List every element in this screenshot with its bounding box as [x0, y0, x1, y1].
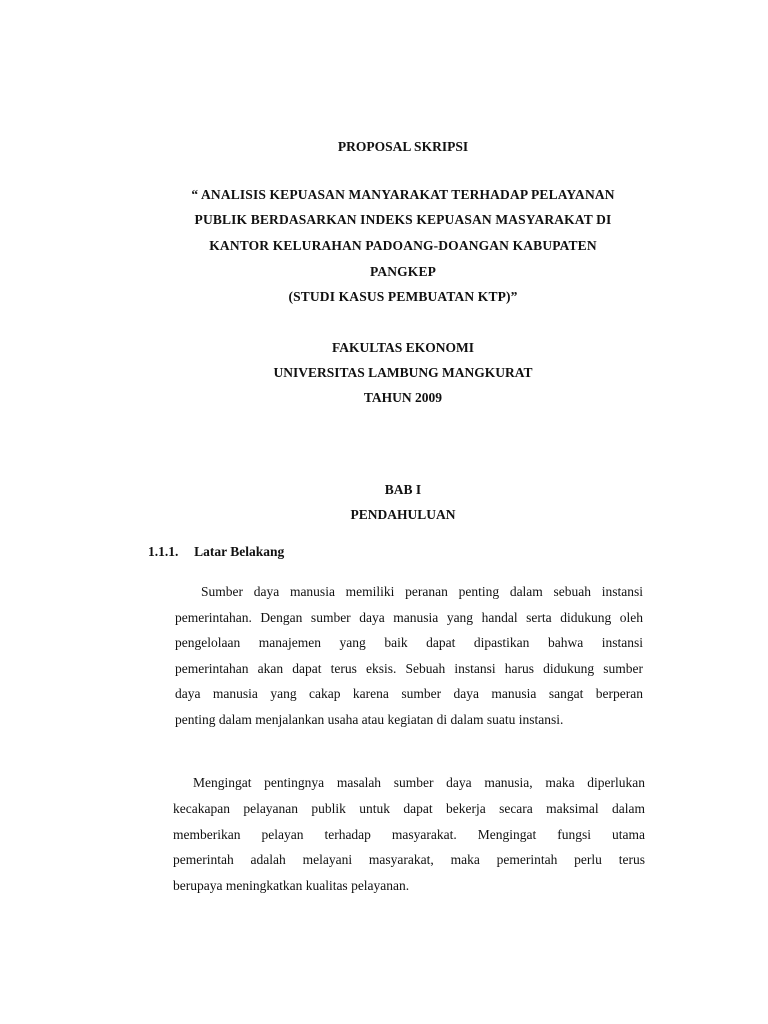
title-line-5: (STUDI KASUS PEMBUATAN KTP)”	[288, 289, 518, 304]
proposal-heading: PROPOSAL SKRIPSI	[337, 139, 469, 154]
paragraph-2-line: memberikan pelayan terhadap masyarakat. Mengingat fungsi utama	[173, 827, 645, 842]
paragraph-2-line: kecakapan pelayanan publik untuk dapat bekerja secara maksimal dalam	[173, 801, 645, 816]
paragraph-1-line: pengelolaan manajemen yang baik dapat dipastikan bahwa instansi	[175, 635, 643, 650]
title-line-4: PANGKEP	[369, 264, 437, 279]
section-number: 1.1.1.	[148, 544, 179, 559]
year-line: TAHUN 2009	[363, 390, 443, 405]
paragraph-1-line: daya manusia yang cakap karena sumber daya manusia sangat berperan	[175, 686, 643, 701]
paragraph-1-line: pemerintahan. Dengan sumber daya manusia yang handal serta didukung oleh	[175, 610, 643, 625]
faculty-line: FAKULTAS EKONOMI	[332, 340, 474, 355]
title-line-2: PUBLIK BERDASARKAN INDEKS KEPUASAN MASYARAKAT DI	[194, 212, 612, 227]
paragraph-2-line: Mengingat pentingnya masalah sumber daya manusia, maka diperlukan	[193, 775, 645, 790]
section-heading	[148, 544, 284, 560]
section-title: Latar Belakang	[194, 544, 285, 559]
paragraph-1-line: Sumber daya manusia memiliki peranan penting dalam sebuah instansi	[201, 584, 643, 599]
paragraph-2-line: pemerintah adalah melayani masyarakat, maka pemerintah perlu terus	[173, 852, 645, 867]
title-line-3: KANTOR KELURAHAN PADOANG-DOANGAN KABUPATEN	[209, 238, 597, 253]
paragraph-1-line: pemerintahan akan dapat terus eksis. Sebuah instansi harus didukung sumber	[175, 661, 643, 676]
chapter-number: BAB I	[384, 482, 422, 497]
chapter-title: PENDAHULUAN	[350, 507, 456, 522]
university-line: UNIVERSITAS LAMBUNG MANGKURAT	[273, 365, 533, 380]
paragraph-1-line: penting dalam menjalankan usaha atau kegiatan di dalam suatu instansi.	[175, 712, 564, 727]
paragraph-2-line: berupaya meningkatkan kualitas pelayanan.	[173, 878, 410, 893]
title-line-1: “ ANALISIS KEPUASAN MANYARAKAT TERHADAP PELAYANAN	[191, 187, 615, 202]
